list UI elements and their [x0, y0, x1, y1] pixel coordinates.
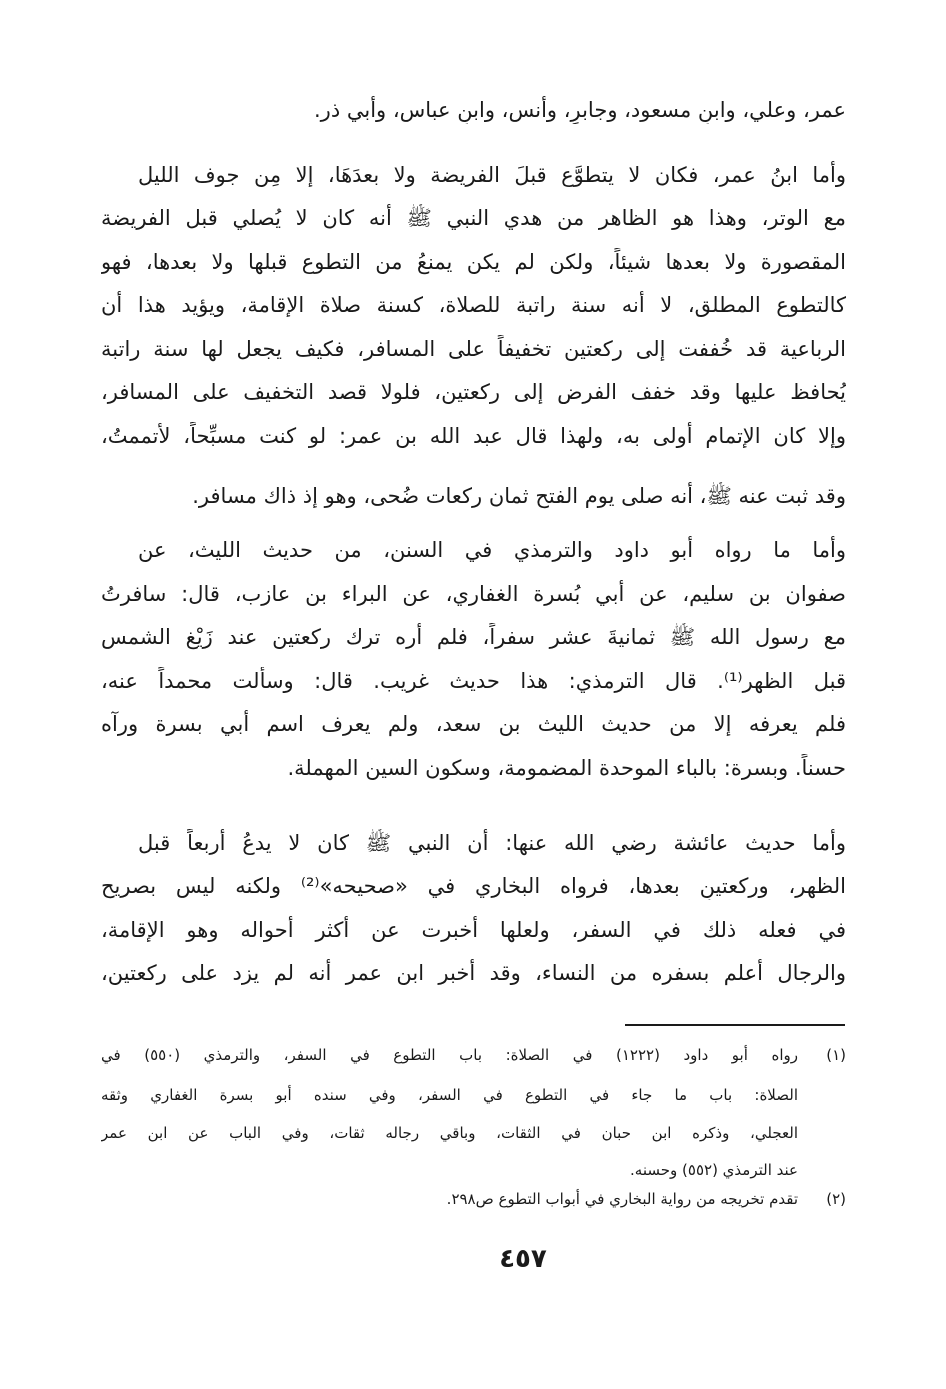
body-line: وإلا كان الإتمام أولى به، ولهذا قال عبد الله بن عمر: لو كنت مسبِّحاً، لأتممتُ،	[101, 424, 846, 448]
body-line: في فعله ذلك في السفر، ولعلها أخبرت عن أكثر أحواله وهو الإقامة،	[101, 918, 846, 942]
body-line: صفوان بن سليم، عن أبي بُسرة الغفاري، عن البراء بن عازب، قال: سافرتُ	[101, 582, 846, 606]
body-line: المقصورة ولا بعدها شيئاً، ولكن لم يكن يمنعُ من التطوع قبلها ولا بعدها، فهو	[101, 250, 846, 274]
body-line: الرباعية قد خُففت إلى ركعتين تخفيفاً على المسافر، فكيف يجعل لها سنة راتبة	[101, 337, 846, 361]
body-line: وأما حديث عائشة رضي الله عنها: أن النبي ﷺ كان لا يدعُ أربعاً قبل	[138, 831, 846, 855]
body-line: فلم يعرفه إلا من حديث الليث بن سعد، ولم يعرف اسم أبي بسرة ورآه	[101, 712, 846, 736]
body-line: حسناً. وبسرة: بالباء الموحدة المضمومة، وسكون السين المهملة.	[287, 756, 846, 780]
footnote-line: العجلي، وذكره ابن حبان في الثقات، وباقي رجاله ثقات، وفي الباب عن ابن عمر	[101, 1124, 798, 1142]
body-line: عمر، وعلي، وابنِ مسعود، وجابرٍ، وأنس، وابنِ عباس، وأبي ذر.	[314, 98, 846, 122]
footnote-number: (٢)	[826, 1190, 846, 1208]
body-line: قبل الظهر⁽¹⁾. قال الترمذي: هذا حديث غريب. قال: وسألت محمداً عنه،	[101, 669, 846, 693]
body-line: مع الوتر، وهذا هو الظاهر من هدي النبي ﷺ أنه كان لا يُصلي قبل الفريضة	[101, 206, 846, 230]
body-line: والرجال أعلم بسفره من النساء، وقد أخبر ابن عمر أنه لم يزد على ركعتين،	[101, 961, 846, 985]
footnote-number: (١)	[826, 1046, 846, 1064]
body-line: وقد ثبت عنه ﷺ، أنه صلى يوم الفتح ثمان ركعات ضُحى، وهو إذ ذاك مسافر.	[192, 484, 846, 508]
body-line: الظهر، وركعتينِ بعدها، فرواه البخاري في «صحيحه»⁽²⁾ ولكنه ليس بصريح	[101, 874, 846, 898]
body-line: يُحافظ عليها وقد خفف الفرض إلى ركعتين، فلولا قصد التخفيف على المسافر،	[101, 380, 846, 404]
body-line: وأما ما رواه أبو داود والترمذي في السنن، من حديث الليث، عن	[138, 538, 846, 562]
footnote-line: الصلاة: باب ما جاء في التطوع في السفر، وفي سنده أبو بسرة الغفاري وثقه	[101, 1086, 798, 1104]
body-line: كالتطوع المطلق، لا أنه سنة راتبة للصلاة، كسنة صلاة الإقامة، ويؤيد هذا أن	[101, 293, 846, 317]
page-number: ٤٥٧	[499, 1244, 547, 1274]
footnote-line: عند الترمذي (٥٥٢) وحسنه.	[630, 1161, 798, 1179]
footnote-line: رواه أبو داود (١٢٢٢) في الصلاة: باب التطوع في السفر، والترمذي (٥٥٠) في	[101, 1046, 798, 1064]
body-line: مع رسول الله ﷺ ثمانيةَ عشر سفراً، فلم أره ترك ركعتين عند زَيْغ الشمس	[101, 625, 846, 649]
body-line: وأما ابنُ عمر، فكان لا يتطوَّع قبلَ الفريضة ولا بعدَهَا، إلا مِن جوف الليل	[138, 163, 846, 187]
footnote-line: تقدم تخريجه من رواية البخاري في أبواب التطوع ص٢٩٨.	[446, 1190, 798, 1208]
footnote-separator	[625, 1024, 845, 1026]
